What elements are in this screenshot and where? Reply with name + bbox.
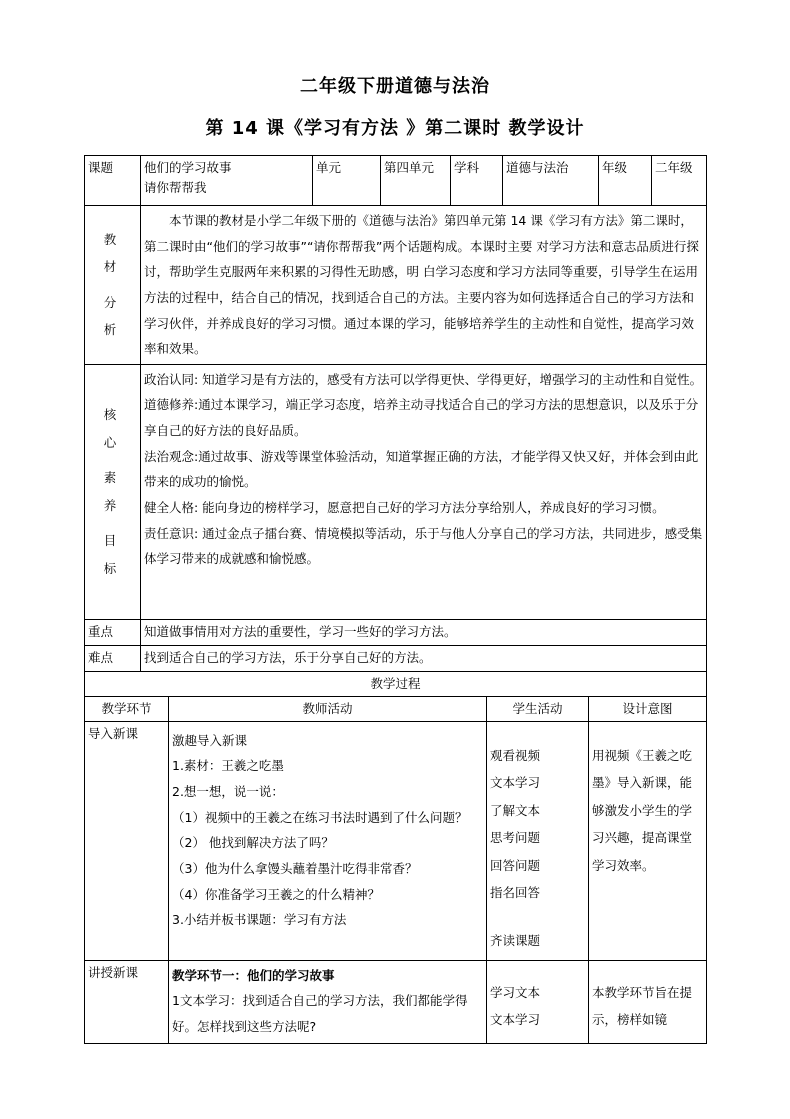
student-line: 齐读课题: [490, 932, 541, 948]
goal-item: 道德修养:通过本课学习，端正学习态度，培养主动寻找适合自己的学习方法的思想意识，以及乐于分享自己的好方法的良好品质。: [144, 397, 699, 438]
analysis-label-line2: 分 析: [103, 294, 127, 338]
student-line: 学习文本: [490, 984, 541, 1000]
process-header-row: [85, 696, 707, 721]
teacher-heading: 教学环节一：他们的学习故事: [172, 967, 335, 983]
process-title-row: [85, 671, 707, 696]
info-row: [85, 156, 707, 206]
goals-row: [85, 364, 707, 619]
student-line: 思考问题: [490, 830, 541, 846]
col-stage-header: 教学环节: [85, 696, 169, 721]
analysis-label: [85, 206, 141, 365]
student-line: 观看视频: [490, 747, 541, 763]
grade-label: 年级: [599, 156, 652, 206]
analysis-label-line1: 教 材: [103, 231, 127, 275]
goals-label-line1: 核 心: [103, 407, 127, 450]
topic-value-line2: 请你帮帮我: [144, 180, 207, 195]
student-activity-cell: [487, 721, 589, 960]
goals-label: [85, 364, 141, 619]
student-line: 指名回答: [490, 885, 541, 901]
col-student-header: 学生活动: [487, 696, 589, 721]
teacher-line: 1文本学习：找到适合自己的学习方法，我们都能学得好。怎样找到这些方法呢?: [172, 993, 468, 1034]
key-point-label: 重点: [85, 619, 141, 645]
process-table: [84, 671, 707, 1044]
stage-cell: 讲授新课: [85, 960, 169, 1043]
info-table: [84, 155, 707, 672]
goals-cell: [141, 364, 707, 619]
document-title: 二年级下册道德与法治: [300, 76, 490, 97]
key-point-text: 知道做事情用对方法的重要性，学习一些好的学习方法。: [141, 619, 707, 645]
goal-item: 责任意识: 通过金点子擂台赛、情境模拟等活动，乐于与他人分享自己的学习方法，共同进步，感受集体学习带来的成就感和愉悦感。: [144, 525, 703, 567]
student-line: 了解文本: [490, 802, 541, 818]
teacher-line: 1.素材：王羲之吃墨: [172, 758, 284, 774]
student-activity-cell: [487, 960, 589, 1043]
student-line: 文本学习: [490, 775, 541, 791]
key-point-row: [85, 619, 707, 645]
goals-label-line3: 目 标: [103, 533, 127, 576]
intent-cell: 本教学环节旨在提示，榜样如镜: [589, 960, 707, 1043]
intent-cell: 用视频《王羲之吃墨》导入新课，能够激发小学生的学习兴趣，提高课堂学习效率。: [589, 721, 707, 960]
process-row: [85, 960, 707, 1043]
teacher-activity-cell: [169, 721, 487, 960]
difficulty-text: 找到适合自己的学习方法，乐于分享自己好的方法。: [141, 645, 707, 671]
subject-value: 道德与法治: [503, 156, 599, 206]
analysis-text-cell: [141, 206, 707, 365]
process-title: 教学过程: [85, 671, 707, 696]
goal-item: 健全人格: 能向身边的榜样学习，愿意把自己好的学习方法分享给别人，养成良好的学习习惯。: [144, 499, 665, 515]
teacher-line: 3.小结并板书课题：学习有方法: [172, 912, 347, 928]
unit-label: 单元: [313, 156, 381, 206]
goals-label-line2: 素 养: [103, 470, 127, 513]
document-subtitle: 第 14 课《学习有方法 》第二课时 教学设计: [205, 118, 585, 139]
difficulty-label: 难点: [85, 645, 141, 671]
topic-value-line1: 他们的学习故事: [144, 160, 232, 175]
teacher-line: （2） 他找到解决方法了吗？: [172, 835, 334, 851]
teacher-line: （1）视频中的王羲之在练习书法时遇到了什么问题？: [172, 809, 468, 825]
grade-value: 二年级: [652, 156, 707, 206]
teacher-line: （4）你准备学习王羲之的什么精神？: [172, 886, 380, 902]
topic-label: 课题: [85, 156, 141, 206]
difficulty-row: [85, 645, 707, 671]
analysis-text: 本节课的教材是小学二年级下册的《道德与法治》第四单元第 14 课《学习有方法》第二课时，第二课时由“他们的学习故事”“请你帮帮我”两个话题构成。本课时主要 对学习方法和意志品质进行探讨，帮助学生克服两年来积累的习得性无助感，明 白学习态度和学习方法同等重要，引导学生在运用方法的过程中，结合自己的情况，找到适合自己的方法。主要内容为如何选择适合自己的学习方法和学习伙伴，并养成良好的学习习惯。通过本课的学习，能够培养学生的主动性和自觉性，提高学习效率和效果。: [144, 213, 699, 357]
goal-item: 法治观念:通过故事、游戏等课堂体验活动，知道掌握正确的方法，才能学得又快又好，并体会到由此带来的成功的愉悦。: [144, 448, 699, 490]
goal-item: 政治认同: 知道学习是有方法的，感受有方法可以学得更快、学得更好，增强学习的主动性和自觉性。: [144, 371, 703, 387]
teacher-line: （3）他为什么拿馒头蘸着墨汁吃得非常香？: [172, 860, 418, 876]
unit-value: 第四单元: [381, 156, 451, 206]
stage-cell: 导入新课: [85, 721, 169, 960]
student-line: 文本学习: [490, 1012, 541, 1028]
col-intent-header: 设计意图: [589, 696, 707, 721]
student-line: 回答问题: [490, 857, 541, 873]
teacher-activity-cell: [169, 960, 487, 1043]
topic-value: [141, 156, 313, 206]
teacher-line: 激趣导入新课: [172, 732, 248, 748]
process-row: [85, 721, 707, 960]
teacher-line: 2.想一想，说一说：: [172, 784, 284, 799]
analysis-row: [85, 206, 707, 365]
col-teacher-header: 教师活动: [169, 696, 487, 721]
lesson-plan: [84, 155, 706, 1044]
subject-label: 学科: [451, 156, 503, 206]
